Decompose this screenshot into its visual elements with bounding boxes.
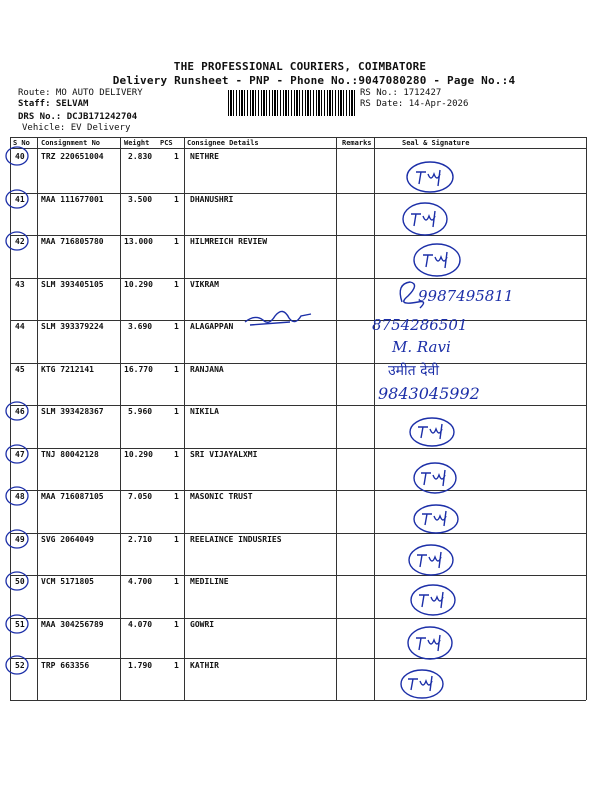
drs-number: DRS No.: DCJB171242704 [18,112,138,122]
row-weight: 10.290 [124,450,153,459]
handwritten-name: M. Ravi [392,338,451,356]
row-pcs: 1 [174,492,179,501]
stamp-48 [414,505,458,533]
row-pcs: 1 [174,322,179,331]
row-sno: 49 [15,535,25,544]
row-weight: 2.830 [128,152,153,161]
col-weight: Weight [124,139,150,147]
stamp-49 [409,545,453,575]
row-consignment: MAA 716087105 [41,492,104,501]
row-consignment: MAA 111677001 [41,195,104,204]
col-remarks: Remarks [342,139,372,147]
row-sno: 48 [15,492,25,501]
row-sno: 44 [15,322,25,331]
delivery-stamps [245,162,460,698]
row-consignee: DHANUSHRI [190,195,234,204]
circled-serial-numbers [6,147,28,674]
row-consignment: TRP 663356 [41,661,90,670]
stamp-51 [408,627,452,659]
rs-date: RS Date: 14-Apr-2026 [360,99,469,109]
col-consignment: Consignment No [41,139,101,147]
row-consignment: SLM 393428367 [41,407,104,416]
handwritten-phone-3: 9843045992 [378,384,480,403]
row-pcs: 1 [174,620,179,629]
row-consignee: HILMREICH REVIEW [190,237,268,246]
handwritten-phone-1: 9987495811 [418,287,514,305]
stamp-42 [414,244,460,276]
row-consignee: NETHRE [190,152,219,161]
row-sno: 42 [15,237,25,246]
row-consignee: VIKRAM [190,280,219,289]
circle-47 [6,445,28,463]
row-weight: 4.700 [128,577,153,586]
row-sno: 52 [15,661,25,670]
circle-46 [6,402,28,420]
row-pcs: 1 [174,195,179,204]
row-pcs: 1 [174,365,179,374]
row-sno: 41 [15,195,25,204]
row-weight: 1.790 [128,661,153,670]
row-pcs: 1 [174,280,179,289]
row-weight: 3.690 [128,322,153,331]
stamp-50 [411,585,455,615]
row-weight: 4.070 [128,620,153,629]
circle-40 [6,147,28,165]
circle-48 [6,487,28,505]
stamp-46 [410,418,454,446]
row-sno: 43 [15,280,25,289]
row-pcs: 1 [174,577,179,586]
circle-49 [6,530,28,548]
row-pcs: 1 [174,535,179,544]
row-weight: 5.960 [128,407,153,416]
row-consignee: REELAINCE INDUSRIES [190,535,282,544]
row-sno: 45 [15,365,25,374]
row-pcs: 1 [174,152,179,161]
vehicle-label: Vehicle: EV Delivery [22,123,131,133]
row-weight: 3.500 [128,195,153,204]
rs-number: RS No.: 1712427 [360,88,442,98]
stamp-40 [407,162,453,192]
col-sno: S No [13,139,30,147]
circle-41 [6,190,28,208]
row-consignee: MASONIC TRUST [190,492,253,501]
col-seal: Seal & Signature [402,139,470,147]
staff-label: Staff: SELVAM [18,99,89,109]
stamp-41 [403,203,447,235]
row-pcs: 1 [174,407,179,416]
row-consignee: KATHIR [190,661,219,670]
row-consignment: VCM 5171805 [41,577,94,586]
row-sno: 46 [15,407,25,416]
row-consignment: TRZ 220651004 [41,152,104,161]
row-consignment: KTG 7212141 [41,365,94,374]
route-label: Route: MO AUTO DELIVERY [18,88,143,98]
runsheet-subtitle: Delivery Runsheet - PNP - Phone No.:9047080280 - Page No.:4 [112,74,516,87]
circle-50 [6,572,28,590]
row-consignee: ALAGAPPAN [190,322,234,331]
handwritten-hindi-name: उमीत देवी [388,363,439,379]
row-sno: 40 [15,152,25,161]
row-pcs: 1 [174,237,179,246]
row-pcs: 1 [174,450,179,459]
row-weight: 7.050 [128,492,153,501]
row-consignee: RANJANA [190,365,224,374]
row-weight: 16.770 [124,365,153,374]
circle-42 [6,232,28,250]
row-weight: 13.000 [124,237,153,246]
company-title: THE PROFESSIONAL COURIERS, COIMBATORE [173,60,427,73]
col-consignee: Consignee Details [187,139,259,147]
col-pcs: PCS [160,139,173,147]
row-weight: 2.710 [128,535,153,544]
row-consignment: SLM 393379224 [41,322,104,331]
row-consignment: MAA 304256789 [41,620,104,629]
circle-52 [6,656,28,674]
row-sno: 51 [15,620,25,629]
row-consignee: NIKILA [190,407,219,416]
row-sno: 47 [15,450,25,459]
row-consignee: MEDILINE [190,577,229,586]
row-weight: 10.290 [124,280,153,289]
circle-51 [6,615,28,633]
row-pcs: 1 [174,661,179,670]
row-consignment: TNJ 80042128 [41,450,99,459]
stamp-52 [401,670,443,698]
row-consignee: GOWRI [190,620,215,629]
row-consignment: SVG 2064049 [41,535,94,544]
row-sno: 50 [15,577,25,586]
signature-alagappan [245,311,311,325]
stamp-47 [414,463,456,493]
row-consignee: SRI VIJAYALXMI [190,450,258,459]
handwritten-phone-2: 8754286501 [372,316,468,334]
row-consignment: MAA 716805780 [41,237,104,246]
row-consignment: SLM 393405105 [41,280,104,289]
